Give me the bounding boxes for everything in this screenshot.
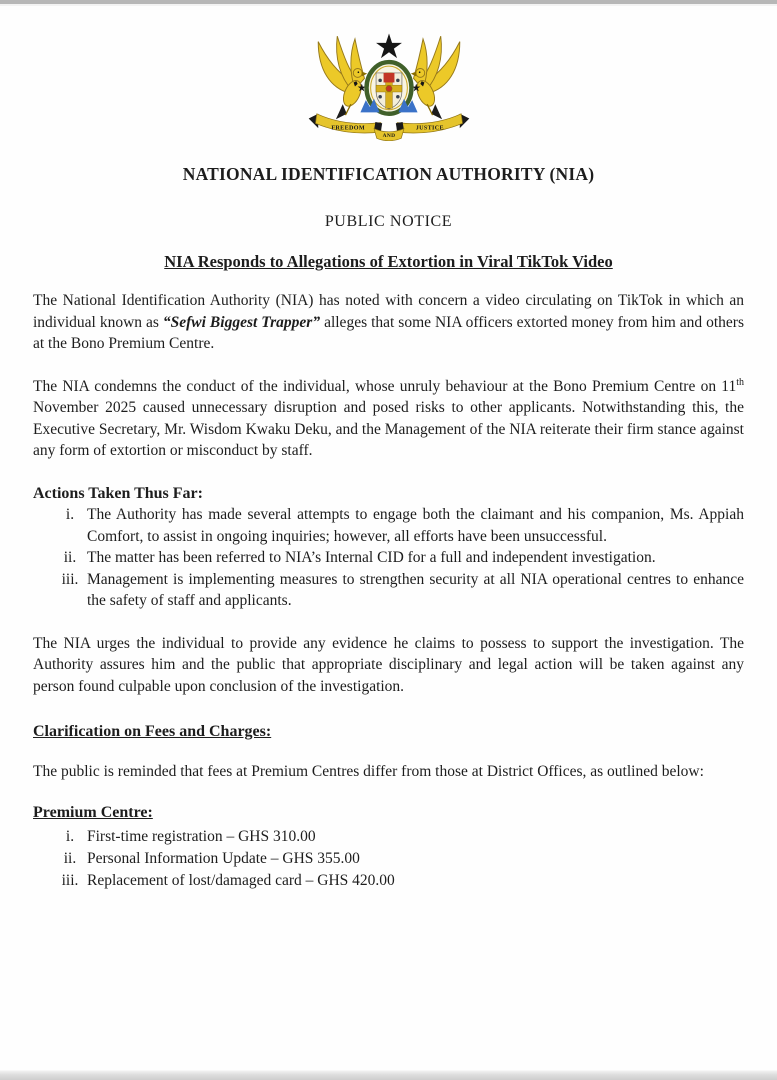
fee-item-1	[33, 826, 744, 848]
banner-word-and: AND	[382, 132, 395, 139]
action-item-1	[33, 504, 744, 547]
action-item-1-numeral: i.	[65, 506, 75, 523]
left-eagle-icon	[318, 36, 367, 119]
bottom-edge-bar	[0, 1070, 777, 1080]
coat-of-arms-icon	[307, 28, 471, 141]
fees-heading: Clarification on Fees and Charges:	[33, 723, 272, 740]
actions-list	[33, 504, 744, 612]
paragraph-evidence-request: The NIA urges the individual to provide any evidence he claims to possess to support the investigation. The Authority assures him and the public that appropriate disciplinary and legal action will be taken against any person found culpable upon conclusion of the investigation.	[33, 634, 744, 695]
actions-heading: Actions Taken Thus Far:	[33, 484, 203, 502]
shield-quarter-mark	[378, 95, 382, 99]
banner-word-freedom: FREEDOM	[330, 125, 365, 132]
action-item-3	[33, 569, 744, 612]
fee-item-1-numeral: i.	[65, 827, 75, 845]
public-notice-label: PUBLIC NOTICE	[324, 213, 453, 230]
premium-fees-list	[33, 826, 744, 892]
ghana-coat-of-arms-emblem	[33, 28, 744, 146]
action-item-3-text: Management is implementing measures to strengthen security at all NIA operational centres to enhance the safety of staff and applicants.	[87, 570, 744, 609]
fee-item-2	[33, 848, 744, 870]
action-item-2	[33, 547, 744, 569]
action-item-2-text: The matter has been referred to NIA’s Internal CID for a full and independent investigation.	[87, 549, 656, 566]
right-eagle-icon	[410, 36, 459, 119]
paragraph-condemnation	[33, 376, 744, 462]
fee-item-2-text: Personal Information Update – GHS 355.00	[87, 849, 360, 867]
shield-red-chief	[383, 73, 394, 83]
shield-center-lion	[385, 86, 391, 92]
action-item-1-text: The Authority has made several attempts to engage both the claimant and his companion, Ms. Appiah Comfort, to assist in ongoing inquiries; however, all efforts have been unsuccessful.	[87, 506, 744, 545]
ordinal-suffix: th	[736, 376, 744, 388]
fee-item-2-numeral: ii.	[63, 849, 77, 867]
premium-centre-heading: Premium Centre:	[33, 804, 153, 821]
fee-item-3	[33, 870, 744, 892]
fees-intro-paragraph: The public is reminded that fees at Premium Centres differ from those at District Offices, as outlined below:	[33, 762, 704, 780]
document-content	[0, 28, 777, 892]
shield-quarter-mark	[378, 79, 382, 83]
black-star-icon	[376, 33, 402, 58]
shield-quarter-mark	[396, 95, 400, 99]
alias-emphasis: “Sefwi Biggest Trapper”	[162, 313, 321, 331]
paragraph-tiktok-allegation-cont: alleges that some NIA officers extorted money from him and others at the Bono Premium Centre.	[33, 313, 744, 352]
paragraph-tiktok-allegation-text: The National Identification Authority (NIA) has noted with concern a video circulating on TikTok in which an individual known as	[33, 292, 744, 331]
fee-item-3-numeral: iii.	[61, 871, 79, 889]
paragraph-condemnation-cont: November 2025 caused unnecessary disruption and posed risks to other applicants. Notwithstanding this, the Executive Secretary, Mr. Wisdom Kwaku Deku, and the Management of the NIA reiterate their firm stance against any form of extortion or misconduct by staff.	[33, 399, 744, 459]
authority-title: NATIONAL IDENTIFICATION AUTHORITY (NIA)	[182, 164, 595, 184]
fee-item-3-text: Replacement of lost/damaged card – GHS 420.00	[87, 871, 395, 889]
banner-word-justice: JUSTICE	[415, 125, 444, 132]
shield-quarter-mark	[396, 79, 400, 83]
action-item-3-numeral: iii.	[61, 570, 79, 588]
top-edge-bar	[0, 0, 777, 6]
action-item-2-numeral: ii.	[63, 549, 77, 566]
paragraph-tiktok-allegation	[33, 290, 744, 355]
notice-headline: NIA Responds to Allegations of Extortion in Viral TikTok Video	[164, 252, 613, 271]
fee-item-1-text: First-time registration – GHS 310.00	[87, 827, 316, 845]
paragraph-condemnation-text: The NIA condemns the conduct of the individual, whose unruly behaviour at the Bono Premium Centre on 11	[33, 377, 737, 395]
